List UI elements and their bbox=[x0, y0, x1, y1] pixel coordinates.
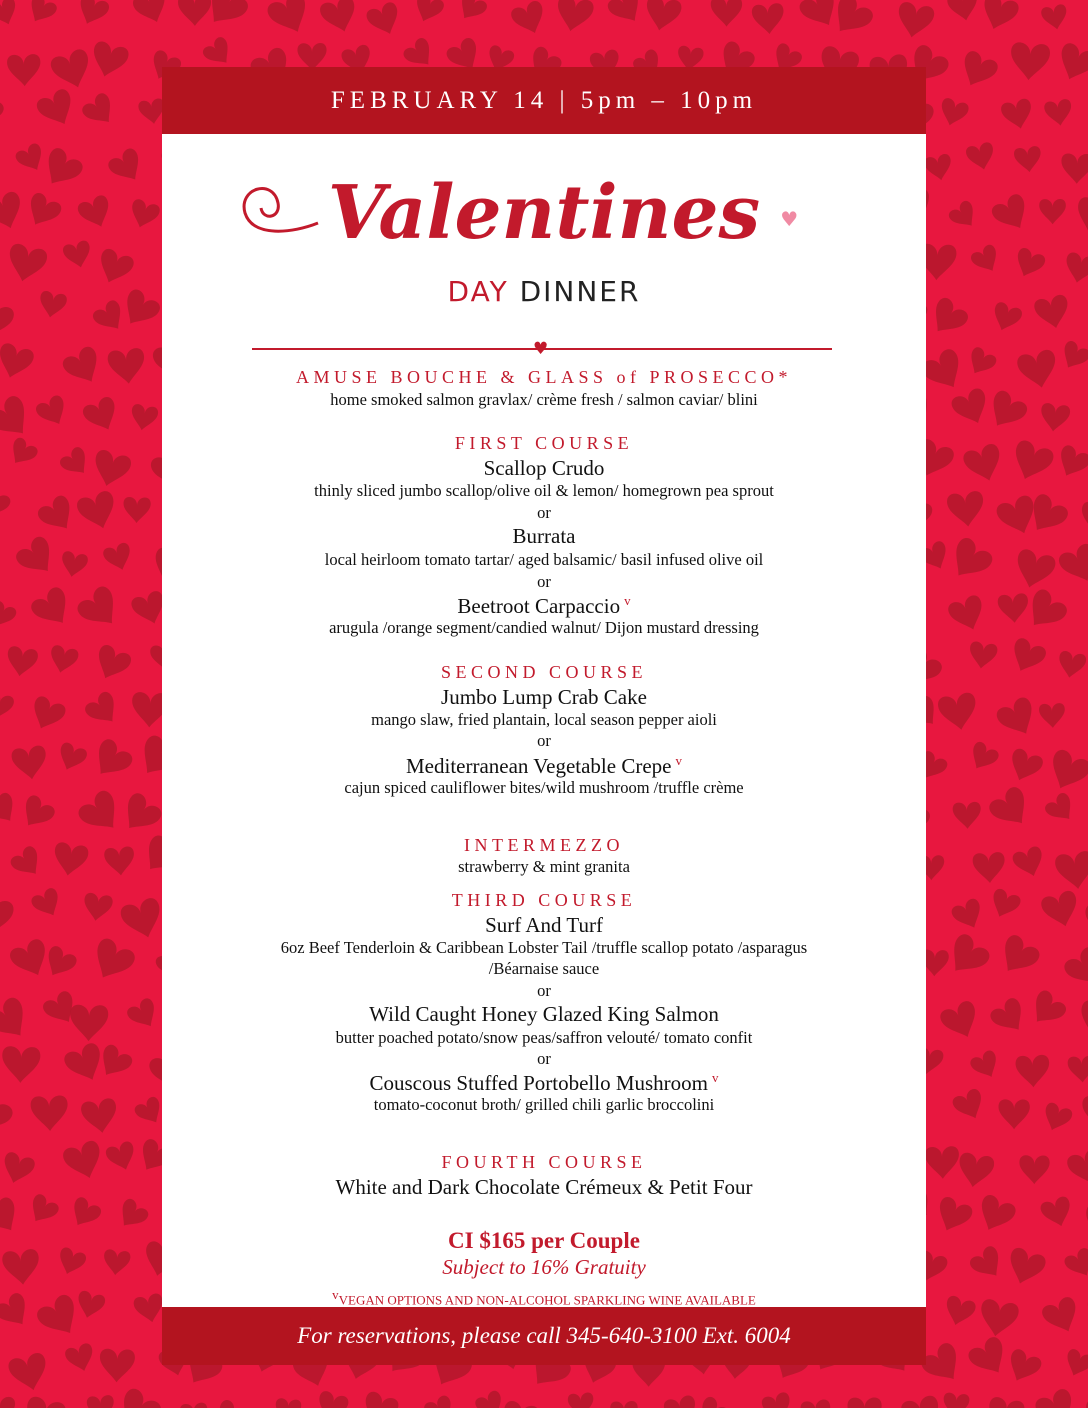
pattern-heart-icon bbox=[946, 593, 989, 635]
pattern-heart-icon bbox=[2, 1248, 42, 1286]
pattern-heart-icon bbox=[410, 0, 445, 26]
pattern-heart-icon bbox=[605, 0, 648, 29]
pattern-heart-icon bbox=[1061, 153, 1088, 184]
pattern-heart-icon bbox=[1065, 1146, 1088, 1189]
pattern-heart-icon bbox=[201, 35, 237, 71]
pattern-heart-icon bbox=[89, 448, 133, 490]
pattern-heart-icon bbox=[37, 145, 86, 193]
pattern-heart-icon bbox=[34, 393, 72, 430]
pattern-heart-icon bbox=[0, 1291, 35, 1334]
pattern-heart-icon bbox=[179, 1402, 209, 1408]
pattern-heart-icon bbox=[1011, 246, 1047, 281]
pattern-heart-icon bbox=[74, 583, 126, 635]
dish-beetroot-carpaccio bbox=[162, 593, 926, 619]
pattern-heart-icon bbox=[946, 0, 981, 23]
dish-vegetable-crepe bbox=[162, 753, 926, 779]
pattern-heart-icon bbox=[0, 299, 16, 341]
pattern-heart-icon bbox=[993, 932, 1043, 981]
pattern-heart-icon bbox=[942, 1392, 970, 1408]
small-heart-icon: ♥ bbox=[780, 207, 799, 231]
pattern-heart-icon bbox=[1033, 1387, 1081, 1408]
pattern-heart-icon bbox=[966, 1334, 1014, 1381]
pattern-heart-icon bbox=[88, 40, 131, 81]
pattern-heart-icon bbox=[973, 1193, 1018, 1237]
pattern-heart-icon bbox=[60, 344, 107, 390]
pattern-heart-icon bbox=[0, 995, 36, 1047]
vegan-mark: v bbox=[675, 753, 682, 768]
pattern-heart-icon bbox=[977, 1298, 1020, 1340]
pattern-heart-icon bbox=[75, 489, 121, 534]
logo-script-text: Valentines bbox=[327, 170, 761, 256]
pattern-heart-icon bbox=[26, 694, 67, 735]
pattern-heart-icon bbox=[997, 593, 1030, 624]
pattern-heart-icon bbox=[16, 793, 58, 834]
pattern-heart-icon bbox=[0, 791, 22, 829]
dish-desc: cajun spiced cauliflower bites/wild mushroom /truffle crème bbox=[344, 778, 744, 797]
reservation-banner bbox=[162, 1307, 926, 1365]
pattern-heart-icon bbox=[972, 852, 1006, 884]
pattern-heart-icon bbox=[951, 1087, 989, 1124]
pattern-heart-icon bbox=[107, 347, 147, 385]
pattern-heart-icon bbox=[663, 1394, 700, 1408]
pattern-heart-icon bbox=[1080, 0, 1088, 26]
menu-card bbox=[162, 67, 926, 1365]
pattern-heart-icon bbox=[994, 695, 1042, 742]
pattern-heart-icon bbox=[1081, 1202, 1088, 1245]
fourth-course-title: FOURTH COURSE bbox=[441, 1152, 647, 1172]
pattern-heart-icon bbox=[1003, 1347, 1044, 1387]
pattern-heart-icon bbox=[943, 535, 996, 587]
pattern-heart-icon bbox=[1061, 1347, 1088, 1380]
pattern-heart-icon bbox=[923, 153, 954, 183]
pattern-heart-icon bbox=[8, 844, 47, 882]
pattern-heart-icon bbox=[21, 1395, 68, 1408]
pattern-heart-icon bbox=[1011, 845, 1048, 881]
pattern-heart-icon bbox=[91, 298, 130, 337]
pattern-heart-icon bbox=[274, 1398, 302, 1408]
pattern-heart-icon bbox=[987, 887, 1023, 922]
pattern-heart-icon bbox=[0, 690, 15, 722]
pattern-heart-icon bbox=[0, 1088, 16, 1140]
pattern-heart-icon bbox=[86, 936, 138, 987]
pattern-heart-icon bbox=[74, 1290, 106, 1321]
pattern-heart-icon bbox=[952, 802, 981, 830]
pattern-heart-icon bbox=[0, 1195, 25, 1239]
dish-scallop-crudo: Scallop Crudo bbox=[483, 456, 605, 480]
pattern-heart-icon bbox=[1040, 1295, 1084, 1339]
pattern-heart-icon bbox=[54, 741, 88, 775]
pattern-heart-icon bbox=[982, 388, 1030, 435]
pattern-heart-icon bbox=[1056, 339, 1088, 374]
pattern-heart-icon bbox=[113, 1197, 151, 1234]
pattern-heart-icon bbox=[941, 1294, 977, 1329]
pattern-heart-icon bbox=[985, 1396, 1026, 1408]
or-separator: or bbox=[537, 1049, 551, 1068]
pattern-heart-icon bbox=[894, 1, 935, 41]
pattern-heart-icon bbox=[0, 599, 18, 632]
third-course-title: THIRD COURSE bbox=[451, 890, 637, 910]
pattern-heart-icon bbox=[0, 88, 6, 131]
dish-name: Couscous Stuffed Portobello Mushroom bbox=[369, 1071, 709, 1095]
date-time: FEBRUARY 14 | 5pm – 10pm bbox=[330, 86, 758, 114]
pattern-heart-icon bbox=[751, 3, 785, 36]
dish-portobello-mushroom bbox=[162, 1070, 926, 1096]
reservation-text: For reservations, please call 345-640-3100 Ext. 6004 bbox=[297, 1323, 791, 1348]
pattern-heart-icon bbox=[99, 1348, 135, 1382]
amuse-title: AMUSE BOUCHE & GLASS of PROSECCO* bbox=[295, 367, 793, 387]
swirl-ornament-icon bbox=[233, 163, 323, 253]
pattern-heart-icon bbox=[553, 0, 595, 35]
pattern-heart-icon bbox=[125, 996, 163, 1033]
pattern-heart-icon bbox=[24, 0, 59, 28]
pattern-heart-icon bbox=[1019, 1155, 1050, 1184]
pattern-heart-icon bbox=[265, 0, 315, 40]
pattern-heart-icon bbox=[11, 745, 49, 782]
pattern-heart-icon bbox=[7, 54, 42, 87]
dish-desc: arugula /orange segment/candied walnut/ Dijon mustard dressing bbox=[329, 618, 759, 637]
pattern-heart-icon bbox=[37, 290, 68, 320]
pattern-heart-icon bbox=[989, 301, 1024, 335]
pattern-heart-icon bbox=[977, 0, 1021, 35]
pattern-heart-icon bbox=[80, 91, 121, 132]
pattern-heart-icon bbox=[473, 1389, 508, 1408]
pattern-heart-icon bbox=[1061, 944, 1088, 993]
pattern-heart-icon bbox=[29, 886, 65, 921]
pattern-heart-icon bbox=[0, 342, 36, 383]
pattern-heart-icon bbox=[35, 493, 80, 538]
or-separator: or bbox=[537, 572, 551, 591]
pattern-heart-icon bbox=[937, 97, 970, 129]
pattern-heart-icon bbox=[62, 239, 94, 270]
pattern-heart-icon bbox=[1039, 703, 1066, 729]
pattern-heart-icon bbox=[1039, 889, 1082, 931]
pattern-heart-icon bbox=[0, 1151, 36, 1188]
pattern-heart-icon bbox=[1039, 1101, 1074, 1135]
pattern-heart-icon bbox=[989, 192, 1035, 237]
dish-desc: 6oz Beef Tenderloin & Caribbean Lobster Tail /truffle scallop potato /asparagus bbox=[280, 938, 808, 957]
pattern-heart-icon bbox=[93, 1042, 134, 1083]
pattern-heart-icon bbox=[58, 445, 95, 481]
pattern-heart-icon bbox=[34, 87, 80, 132]
pattern-heart-icon bbox=[66, 1195, 104, 1232]
pattern-heart-icon bbox=[994, 493, 1042, 539]
pattern-heart-icon bbox=[642, 0, 683, 34]
pattern-heart-icon bbox=[123, 497, 151, 524]
date-banner bbox=[162, 67, 926, 134]
pattern-heart-icon bbox=[318, 0, 361, 37]
pattern-heart-icon bbox=[422, 1394, 458, 1408]
pattern-heart-icon bbox=[70, 1005, 109, 1042]
pattern-heart-icon bbox=[28, 584, 77, 633]
vegan-mark: v bbox=[712, 1070, 719, 1085]
pattern-heart-icon bbox=[1013, 145, 1042, 173]
pattern-heart-icon bbox=[711, 0, 743, 27]
pattern-heart-icon bbox=[116, 287, 163, 333]
pattern-heart-icon bbox=[1043, 98, 1073, 127]
pattern-heart-icon bbox=[1039, 1195, 1075, 1230]
pattern-heart-icon bbox=[1039, 402, 1071, 433]
pattern-heart-icon bbox=[967, 1244, 1008, 1285]
pattern-heart-icon bbox=[64, 1342, 98, 1375]
pattern-heart-icon bbox=[1007, 438, 1056, 486]
pattern-heart-icon bbox=[1062, 251, 1088, 286]
pattern-heart-icon bbox=[949, 386, 994, 430]
pattern-heart-icon bbox=[83, 689, 125, 731]
or-separator: or bbox=[537, 731, 551, 750]
logo-subtitle bbox=[162, 275, 926, 308]
pattern-heart-icon bbox=[1078, 501, 1088, 535]
pattern-heart-icon bbox=[961, 442, 1006, 486]
pattern-heart-icon bbox=[0, 896, 15, 939]
pattern-heart-icon bbox=[1016, 348, 1061, 391]
pattern-heart-icon bbox=[76, 193, 116, 232]
pattern-heart-icon bbox=[62, 1041, 109, 1087]
pattern-heart-icon bbox=[1040, 3, 1069, 31]
pattern-heart-icon bbox=[178, 0, 212, 26]
pattern-heart-icon bbox=[129, 403, 159, 432]
pattern-heart-icon bbox=[1039, 199, 1066, 224]
pattern-heart-icon bbox=[1056, 650, 1087, 680]
vegan-note-text: VEGAN OPTIONS AND NON-ALCOHOL SPARKLING WINE AVAILABLE bbox=[338, 1292, 756, 1308]
vegan-note bbox=[162, 1287, 926, 1308]
dish-chocolate-cremeux: White and Dark Chocolate Crémeux & Petit Four bbox=[335, 1175, 753, 1199]
pattern-heart-icon bbox=[965, 740, 1001, 775]
pattern-heart-icon bbox=[1005, 747, 1045, 786]
pattern-heart-icon bbox=[211, 1398, 250, 1408]
pattern-heart-icon bbox=[986, 784, 1037, 834]
pattern-heart-icon bbox=[760, 1391, 794, 1408]
pattern-heart-icon bbox=[1020, 586, 1070, 636]
pattern-heart-icon bbox=[7, 1351, 52, 1394]
pattern-heart-icon bbox=[365, 0, 405, 39]
pattern-heart-icon bbox=[1082, 1096, 1088, 1129]
pattern-heart-icon bbox=[924, 295, 971, 342]
pattern-heart-icon bbox=[1053, 41, 1088, 86]
dish-king-salmon: Wild Caught Honey Glazed King Salmon bbox=[369, 1002, 719, 1026]
pattern-heart-icon bbox=[0, 393, 38, 446]
pattern-heart-icon bbox=[1009, 42, 1051, 82]
pattern-heart-icon bbox=[610, 1401, 638, 1408]
pattern-heart-icon bbox=[969, 243, 1004, 277]
dish-surf-and-turf: Surf And Turf bbox=[485, 913, 603, 937]
pattern-heart-icon bbox=[967, 641, 998, 671]
pattern-heart-icon bbox=[1053, 443, 1088, 482]
pattern-heart-icon bbox=[950, 897, 988, 934]
logo-script bbox=[327, 153, 799, 273]
pattern-heart-icon bbox=[111, 1386, 164, 1408]
pattern-heart-icon bbox=[453, 0, 489, 26]
pattern-heart-icon bbox=[1043, 791, 1080, 828]
first-course-title: FIRST COURSE bbox=[454, 433, 634, 453]
pattern-heart-icon bbox=[13, 534, 61, 582]
pattern-heart-icon bbox=[1082, 1294, 1088, 1329]
pattern-heart-icon bbox=[1006, 636, 1048, 678]
pattern-heart-icon bbox=[0, 487, 12, 523]
pattern-heart-icon bbox=[847, 1397, 881, 1408]
pattern-heart-icon bbox=[0, 190, 28, 234]
pattern-heart-icon bbox=[800, 1399, 833, 1408]
pattern-heart-icon bbox=[0, 1395, 15, 1408]
pattern-heart-icon bbox=[40, 944, 79, 982]
dish-desc: tomato-coconut broth/ grilled chili garlic broccolini bbox=[373, 1095, 715, 1114]
pattern-heart-icon bbox=[104, 846, 136, 877]
pattern-heart-icon bbox=[131, 0, 172, 28]
pattern-heart-icon bbox=[963, 345, 998, 380]
pattern-heart-icon bbox=[74, 0, 111, 29]
second-course-title: SECOND COURSE bbox=[440, 662, 648, 682]
pattern-heart-icon bbox=[115, 790, 164, 839]
intermezzo-desc: strawberry & mint granita bbox=[458, 857, 630, 876]
pattern-heart-icon bbox=[126, 198, 161, 232]
pattern-heart-icon bbox=[1000, 97, 1036, 132]
pattern-heart-icon bbox=[21, 191, 63, 233]
vegan-mark: v bbox=[624, 593, 631, 608]
pattern-heart-icon bbox=[4, 645, 38, 678]
pattern-heart-icon bbox=[956, 1152, 996, 1190]
pattern-heart-icon bbox=[1067, 1055, 1088, 1083]
or-separator: or bbox=[537, 981, 551, 1000]
pattern-heart-icon bbox=[988, 995, 1032, 1039]
pattern-heart-icon bbox=[75, 787, 128, 840]
pattern-heart-icon bbox=[0, 0, 21, 29]
pattern-heart-icon bbox=[86, 1395, 115, 1408]
pattern-heart-icon bbox=[81, 395, 123, 437]
pattern-heart-icon bbox=[51, 841, 89, 878]
pattern-heart-icon bbox=[955, 49, 1000, 93]
valentines-logo bbox=[162, 153, 926, 308]
pattern-heart-icon bbox=[34, 1292, 86, 1344]
pattern-heart-icon bbox=[968, 1049, 1003, 1083]
gratuity: Subject to 16% Gratuity bbox=[442, 1255, 646, 1279]
pattern-heart-icon bbox=[1075, 999, 1088, 1042]
dish-name: Beetroot Carpaccio bbox=[457, 594, 621, 618]
pattern-heart-icon bbox=[1033, 293, 1072, 331]
pattern-heart-icon bbox=[93, 247, 136, 289]
pattern-heart-icon bbox=[14, 142, 49, 177]
pattern-heart-icon bbox=[102, 541, 136, 574]
pattern-heart-icon bbox=[938, 999, 984, 1044]
dish-desc: mango slaw, fried plantain, local season pepper aioli bbox=[371, 710, 717, 729]
pattern-heart-icon bbox=[925, 1146, 960, 1179]
pattern-heart-icon bbox=[1062, 1246, 1088, 1282]
pattern-heart-icon bbox=[5, 436, 40, 471]
pattern-heart-icon bbox=[1015, 1055, 1050, 1088]
pattern-heart-icon bbox=[47, 644, 80, 676]
pattern-heart-icon bbox=[24, 1192, 61, 1228]
pattern-heart-icon bbox=[498, 1399, 541, 1408]
pattern-heart-icon bbox=[4, 242, 49, 285]
pattern-heart-icon bbox=[314, 1390, 350, 1408]
pattern-heart-icon bbox=[102, 1249, 131, 1277]
pattern-heart-icon bbox=[937, 691, 980, 733]
dish-desc: local heirloom tomato tartar/ aged balsamic/ basil infused olive oil bbox=[324, 550, 764, 569]
pattern-heart-icon bbox=[899, 1394, 944, 1408]
amuse-desc: home smoked salmon gravlax/ crème fresh / salmon caviar/ blini bbox=[330, 390, 758, 409]
price: CI $165 per Couple bbox=[448, 1228, 640, 1253]
pattern-heart-icon bbox=[965, 141, 997, 172]
dish-name: Mediterranean Vegetable Crepe bbox=[406, 754, 672, 778]
pattern-heart-icon bbox=[90, 643, 133, 685]
dish-desc: butter poached potato/snow peas/saffron velouté/ tomato confit bbox=[335, 1028, 753, 1047]
pattern-heart-icon bbox=[81, 892, 113, 923]
intermezzo-title: INTERMEZZO bbox=[464, 835, 624, 855]
pattern-heart-icon bbox=[119, 896, 167, 943]
dish-crab-cake: Jumbo Lump Crab Cake bbox=[441, 685, 647, 709]
pattern-heart-icon bbox=[1043, 747, 1088, 796]
pattern-heart-icon bbox=[358, 1390, 400, 1408]
vegan-mark: v bbox=[332, 1287, 339, 1302]
pattern-heart-icon bbox=[509, 0, 550, 39]
pattern-heart-icon bbox=[1082, 589, 1088, 627]
pattern-heart-icon bbox=[947, 199, 982, 234]
pattern-heart-icon bbox=[946, 490, 986, 528]
logo-day: DAY bbox=[447, 275, 509, 308]
pattern-heart-icon bbox=[919, 346, 970, 396]
pattern-heart-icon bbox=[87, 736, 136, 784]
pattern-heart-icon bbox=[1072, 196, 1088, 237]
pattern-heart-icon bbox=[8, 937, 55, 983]
dish-desc: thinly sliced jumbo scallop/olive oil & lemon/ homegrown pea sprout bbox=[314, 481, 774, 500]
pattern-heart-icon bbox=[59, 550, 89, 579]
heart-icon: ♥ bbox=[533, 339, 549, 359]
pattern-heart-icon bbox=[567, 1392, 594, 1408]
pattern-heart-icon bbox=[80, 1097, 120, 1135]
pattern-heart-icon bbox=[1024, 988, 1068, 1032]
or-separator: or bbox=[537, 503, 551, 522]
pattern-heart-icon bbox=[1011, 548, 1057, 593]
pattern-heart-icon bbox=[797, 0, 845, 34]
pattern-heart-icon bbox=[55, 1246, 88, 1278]
pattern-heart-icon bbox=[49, 47, 96, 93]
dish-burrata: Burrata bbox=[512, 524, 576, 548]
pattern-heart-icon bbox=[931, 1195, 974, 1237]
pattern-heart-icon bbox=[30, 1095, 68, 1131]
logo-dinner: DINNER bbox=[519, 275, 641, 308]
pattern-heart-icon bbox=[998, 1099, 1030, 1129]
pattern-heart-icon bbox=[1003, 1246, 1048, 1289]
pattern-heart-icon bbox=[692, 1394, 732, 1408]
pattern-heart-icon bbox=[104, 1140, 139, 1174]
pattern-heart-icon bbox=[1056, 541, 1088, 588]
pattern-heart-icon bbox=[1054, 850, 1088, 892]
pattern-heart-icon bbox=[1, 1046, 40, 1084]
dish-desc-continued: /Béarnaise sauce bbox=[488, 959, 600, 978]
pattern-heart-icon bbox=[61, 1139, 107, 1184]
pattern-heart-icon bbox=[106, 146, 149, 188]
